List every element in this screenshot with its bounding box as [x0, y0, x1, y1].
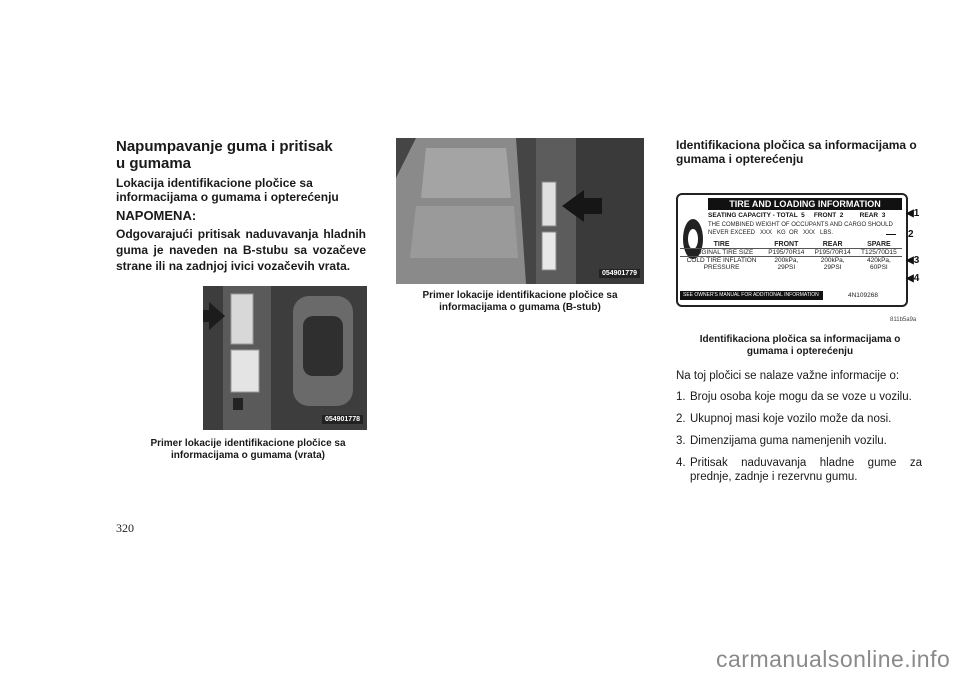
- note-text: Odgovarajući pritisak naduvavanja hladnih guma je naveden na B-stubu sa vozačeve strane ili na zadnjoj ivici vozačevih vrata.: [116, 227, 366, 273]
- weight-line-1: THE COMBINED WEIGHT OF OCCUPANTS AND CARGO SHOULD: [708, 222, 893, 228]
- watermark: carmanualsonline.info: [716, 646, 951, 672]
- info-list: [676, 390, 922, 484]
- list-number: 3.: [676, 435, 686, 447]
- tire-table: [680, 241, 902, 271]
- door-illustration: [203, 286, 367, 430]
- callout-1: ◀1: [906, 208, 920, 219]
- table-header: REAR: [822, 241, 843, 248]
- list-number: 1.: [676, 391, 686, 403]
- figure-caption: Identifikaciona pločica sa informacijama o gumama i opterećenju: [699, 334, 901, 357]
- tire-loading-label: [676, 193, 908, 307]
- table-cell: 200kPa, 29PSI: [820, 257, 845, 271]
- tire-label-figure: [676, 193, 926, 328]
- table-row: [680, 249, 902, 257]
- page-number: 320: [116, 521, 134, 535]
- label-section-title: Identifikaciona pločica sa informacijama o gumama i opterećenju: [676, 138, 917, 166]
- list-item: [676, 456, 922, 484]
- figure-caption: Primer lokacije identifikacione pločice sa informacijama o gumama (vrata): [150, 438, 346, 461]
- callout-4: ◀4: [906, 273, 920, 284]
- subsection-title: Lokacija identifikacione pločice sa informacijama o gumama i opterećenju: [116, 176, 339, 204]
- list-text: Broju osoba koje mogu da se voze u vozilu.: [690, 391, 912, 403]
- table-header-row: [680, 241, 902, 249]
- photo-code: 054901779: [599, 269, 640, 278]
- list-number: 4.: [676, 457, 686, 469]
- table-cell: 420kPa, 60PSI: [866, 257, 891, 271]
- table-cell: T125/70D15: [861, 249, 897, 256]
- table-cell: 200kPa, 29PSI: [774, 257, 799, 271]
- figure-code: 811b5a9a: [890, 317, 917, 323]
- table-cell: ORIGINAL TIRE SIZE: [689, 249, 754, 256]
- note-label: NAPOMENA:: [116, 208, 197, 223]
- figure-caption: Primer lokacije identifikacione pločice sa informacijama o gumama (B-stub): [422, 290, 618, 313]
- callout-3: ◀3: [906, 255, 920, 266]
- b-pillar-photo: [396, 138, 644, 284]
- weight-line-2: NEVER EXCEED XXX KG OR XXX LBS.: [708, 230, 834, 236]
- photo-code: 054901778: [322, 415, 363, 424]
- list-item: [676, 390, 922, 404]
- table-cell: COLD TIRE INFLATION PRESSURE: [686, 257, 757, 271]
- list-item: [676, 412, 922, 426]
- table-cell: P195/70R14: [814, 249, 851, 256]
- door-photo: [203, 286, 367, 430]
- seating-capacity: SEATING CAPACITY - TOTAL 5 FRONT 2 REAR 3: [708, 212, 886, 219]
- table-header: FRONT: [774, 241, 799, 248]
- seat-illustration: [396, 138, 644, 284]
- list-item: [676, 434, 922, 448]
- table-header: SPARE: [867, 241, 891, 248]
- label-footer-note: SEE OWNER'S MANUAL FOR ADDITIONAL INFORMATION: [680, 291, 823, 300]
- part-number: 4N109268: [848, 292, 878, 299]
- label-heading: TIRE AND LOADING INFORMATION: [708, 198, 902, 210]
- list-text: Ukupnoj masi koje vozilo može da nosi.: [690, 413, 892, 425]
- list-number: 2.: [676, 413, 686, 425]
- table-header: TIRE: [713, 241, 730, 248]
- list-text: Pritisak naduvavanja hladne gume za prednje, zadnje i rezervnu gumu.: [690, 457, 922, 483]
- table-cell: P195/70R14: [768, 249, 805, 256]
- list-text: Dimenzijama guma namenjenih vozilu.: [690, 435, 887, 447]
- intro-text: Na toj pločici se nalaze važne informacije o:: [676, 370, 900, 382]
- table-row: [680, 257, 902, 272]
- section-title: Napumpavanje guma i pritisak u gumama: [116, 138, 333, 172]
- callout-2: — 2: [886, 229, 914, 240]
